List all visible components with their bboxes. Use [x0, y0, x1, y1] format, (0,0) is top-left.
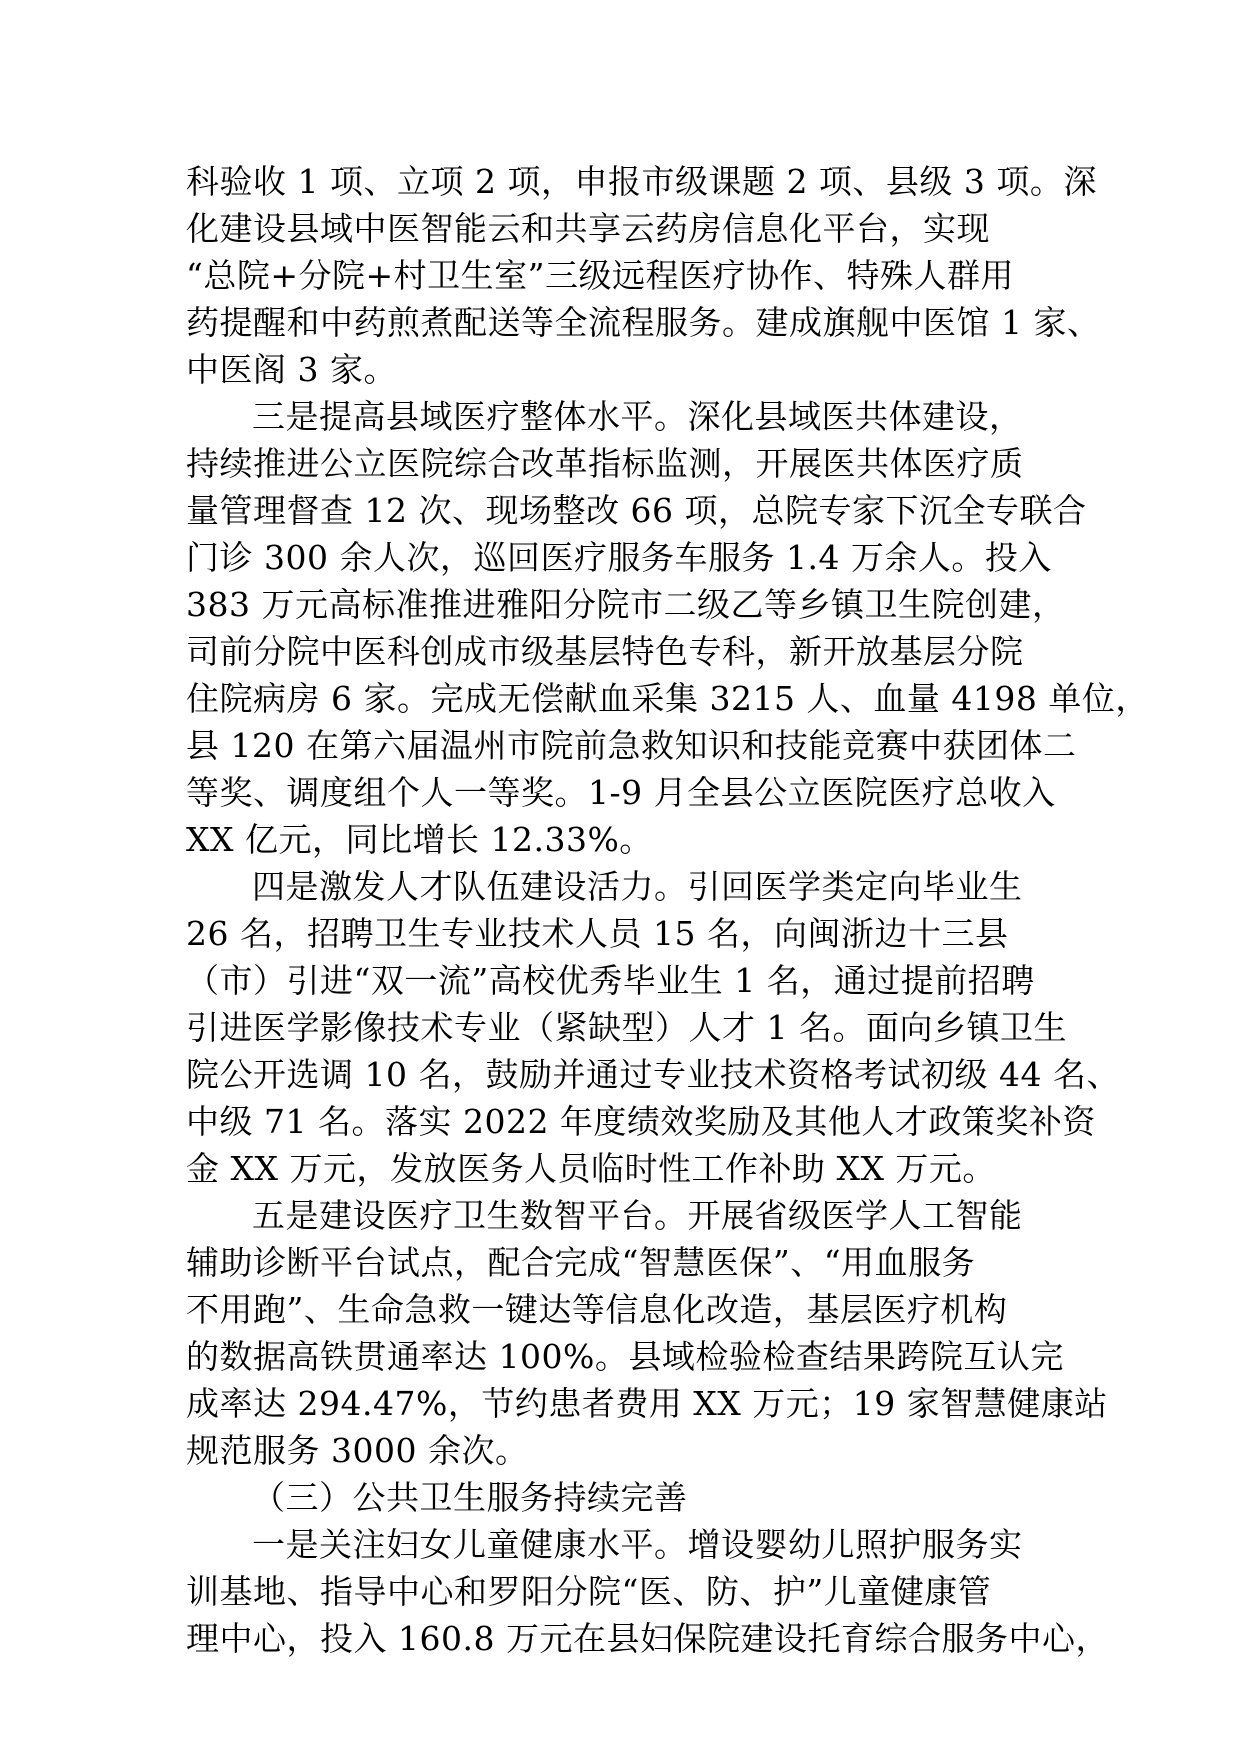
- text-line: 不用跑”、生命急救一键达等信息化改造，基层医疗机构: [186, 1290, 1008, 1329]
- text-line: （市）引进“双一流”高校优秀毕业生 1 名，通过提前招聘: [186, 961, 1035, 1000]
- text-line: “总院+分院+村卫生室”三级远程医疗协作、特殊人群用: [186, 256, 1015, 295]
- text-line: 五是建设医疗卫生数智平台。开展省级医学人工智能: [252, 1196, 1023, 1235]
- text-line: 等奖、调度组个人一等奖。1-9 月全县公立医院医疗总收入: [186, 773, 1056, 812]
- text-line: 门诊 300 余人次，巡回医疗服务车服务 1.4 万余人。投入: [186, 538, 1052, 577]
- text-line: 司前分院中医科创成市级基层特色专科，新开放基层分院: [186, 632, 1024, 671]
- text-line: XX 亿元，同比增长 12.33%。: [186, 820, 653, 859]
- paragraph-medical-level: [186, 393, 1149, 863]
- paragraph-talent: [186, 863, 1120, 1192]
- text-line: 26 名，招聘卫生专业技术人员 15 名，向闽浙边十三县: [186, 914, 1009, 953]
- text-line: 成率达 294.47%，节约患者费用 XX 万元；19 家智慧健康站: [186, 1384, 1108, 1423]
- paragraph-digital-platform: [186, 1192, 1108, 1474]
- text-line: 科验收 1 项、立项 2 项，申报市级课题 2 项、县级 3 项。深: [186, 162, 1097, 201]
- text-line: 院公开选调 10 名，鼓励并通过专业技术资格考试初级 44 名、: [186, 1055, 1120, 1094]
- text-line: 持续推进公立医院综合改革指标监测，开展医共体医疗质: [186, 444, 1024, 483]
- text-line: 引进医学影像技术专业（紧缺型）人才 1 名。面向乡镇卫生: [186, 1008, 1067, 1047]
- section-heading-text: （三）公共卫生服务持续完善: [252, 1478, 688, 1517]
- text-line: 中医阁 3 家。: [186, 350, 397, 389]
- text-line: 一是关注妇女儿童健康水平。增设婴幼儿照护服务实: [252, 1525, 1023, 1564]
- paragraph-women-children: [186, 1521, 1109, 1662]
- paragraph-continuation: [186, 158, 1101, 393]
- text-line: 的数据高铁贯通率达 100%。县域检验检查结果跨院互认完: [186, 1337, 1064, 1376]
- text-line: 理中心，投入 160.8 万元在县妇保院建设托育综合服务中心，: [186, 1619, 1109, 1658]
- text-line: 四是激发人才队伍建设活力。引回医学类定向毕业生: [252, 867, 1023, 906]
- text-line: 规范服务 3000 余次。: [186, 1431, 529, 1470]
- text-line: 金 XX 万元，发放医务人员临时性工作补助 XX 万元。: [186, 1149, 996, 1188]
- text-line: 量管理督查 12 次、现场整改 66 项，总院专家下沉全专联合: [186, 491, 1087, 530]
- text-line: 住院病房 6 家。完成无偿献血采集 3215 人、血量 4198 单位，: [186, 679, 1149, 718]
- text-line: 辅助诊断平台试点，配合完成“智慧医保”、“用血服务: [186, 1243, 976, 1282]
- document-page: [186, 158, 1149, 1662]
- text-line: 383 万元高标准推进雅阳分院市二级乙等乡镇卫生院创建，: [186, 585, 1066, 624]
- text-line: 县 120 在第六届温州市院前急救知识和技能竞赛中获团体二: [186, 726, 1077, 765]
- text-line: 中级 71 名。落实 2022 年度绩效奖励及其他人才政策奖补资: [186, 1102, 1096, 1141]
- section-heading: [186, 1474, 1086, 1521]
- text-line: 化建设县域中医智能云和共享云药房信息化平台，实现: [186, 209, 990, 248]
- text-line: 药提醒和中药煎煮配送等全流程服务。建成旗舰中医馆 1 家、: [186, 303, 1101, 342]
- text-line: 三是提高县域医疗整体水平。深化县域医共体建设，: [252, 397, 1023, 436]
- text-line: 训基地、指导中心和罗阳分院“医、防、护”儿童健康管: [186, 1572, 992, 1611]
